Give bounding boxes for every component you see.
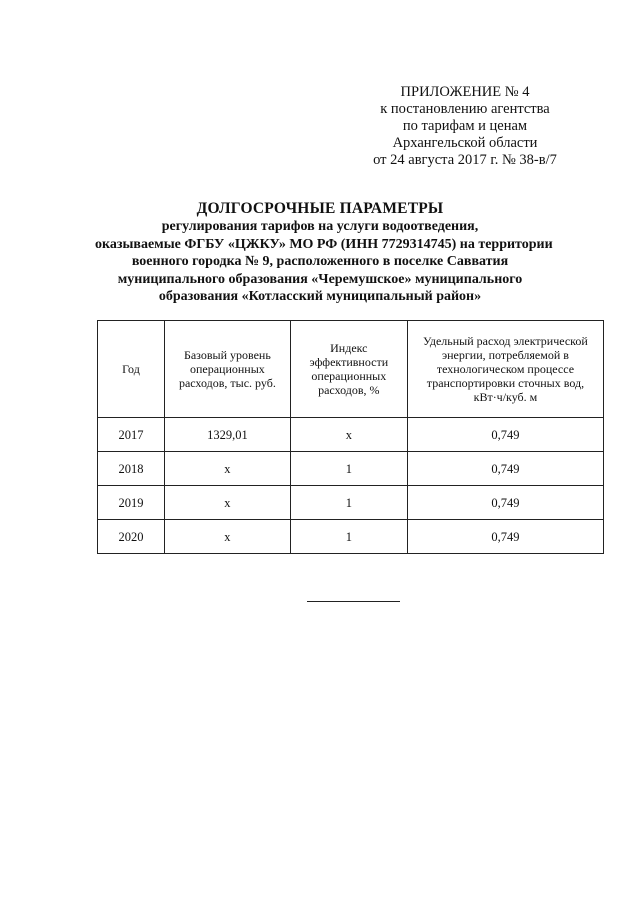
header-base-opex: Базовый уровень операционных расходов, тыс. руб. [165, 321, 291, 418]
cell-energy-consumption: 0,749 [407, 418, 603, 452]
subtitle-line: муниципального образования «Черемушское» муниципального [117, 271, 523, 287]
cell-year: 2019 [98, 486, 165, 520]
cell-base-opex: 1329,01 [165, 418, 291, 452]
cell-year: 2020 [98, 520, 165, 554]
parameters-table [97, 320, 604, 554]
cell-energy-consumption: 0,749 [407, 486, 603, 520]
cell-efficiency-index: 1 [290, 452, 407, 486]
header-year: Год [98, 321, 165, 418]
appendix-line: по тарифам и ценам [402, 118, 528, 134]
table-row [98, 520, 604, 554]
document-title: ДОЛГОСРОЧНЫЕ ПАРАМЕТРЫ [196, 200, 444, 217]
table-row [98, 452, 604, 486]
cell-base-opex: х [165, 520, 291, 554]
cell-efficiency-index: х [290, 418, 407, 452]
closing-divider [307, 601, 400, 602]
table-row [98, 486, 604, 520]
cell-base-opex: х [165, 486, 291, 520]
table-row [98, 418, 604, 452]
cell-efficiency-index: 1 [290, 520, 407, 554]
cell-energy-consumption: 0,749 [407, 452, 603, 486]
table-header-row [98, 321, 604, 418]
appendix-block [350, 84, 580, 169]
header-energy-consumption: Удельный расход электрической энергии, потребляемой в технологическом процессе транспортировки сточных вод, кВт·ч/куб. м [407, 321, 603, 418]
document-subtitle [95, 218, 553, 306]
appendix-number: ПРИЛОЖЕНИЕ № 4 [400, 84, 530, 100]
appendix-line: Архангельской области [392, 135, 538, 151]
subtitle-line: военного городка № 9, расположенного в поселке Савватия [131, 254, 509, 269]
appendix-date-line: от 24 августа 2017 г. № 38-в/7 [373, 152, 557, 168]
header-efficiency-index: Индекс эффективности операционных расходов, % [290, 321, 407, 418]
cell-year: 2018 [98, 452, 165, 486]
cell-base-opex: х [165, 452, 291, 486]
document-heading [95, 200, 553, 306]
subtitle-line: образования «Котласский муниципальный район» [158, 289, 482, 304]
cell-efficiency-index: 1 [290, 486, 407, 520]
cell-year: 2017 [98, 418, 165, 452]
cell-energy-consumption: 0,749 [407, 520, 603, 554]
appendix-line: к постановлению агентства [380, 101, 550, 117]
subtitle-line: регулирования тарифов на услуги водоотведения, [161, 219, 479, 234]
subtitle-line: оказываемые ФГБУ «ЦЖКУ» МО РФ (ИНН 7729314745) на территории [95, 236, 553, 252]
